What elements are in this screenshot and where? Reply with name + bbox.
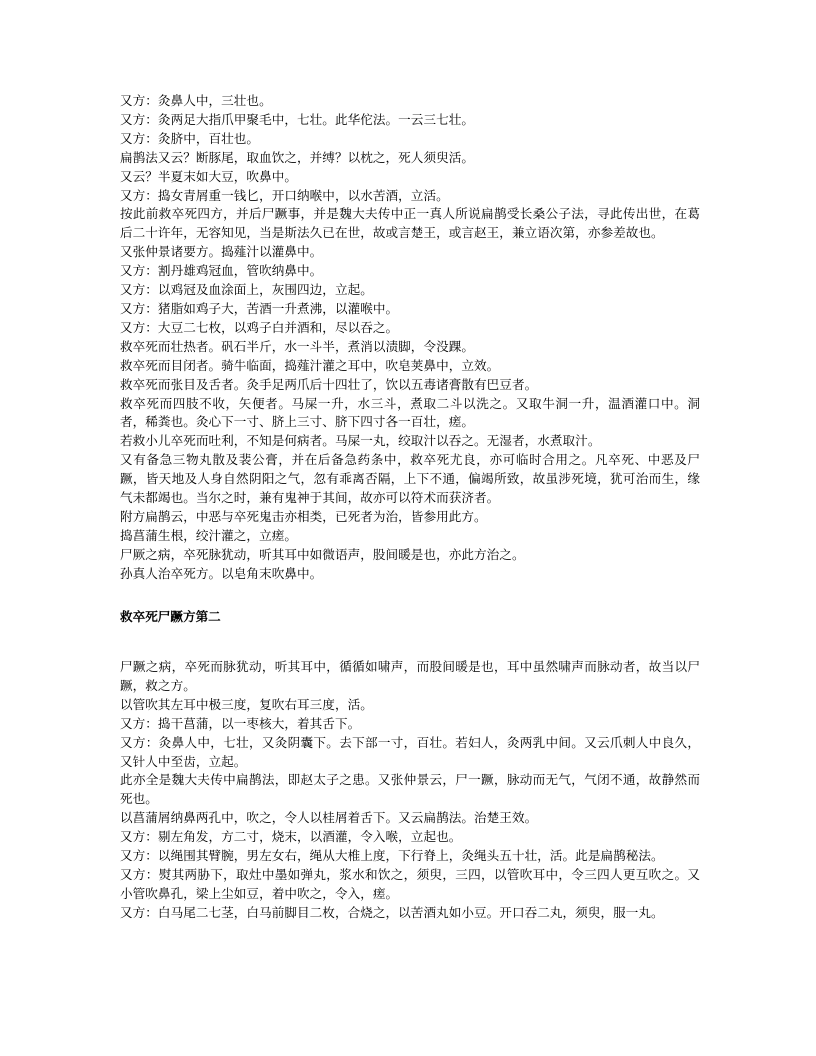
paragraph: 又方：以绳围其臂腕，男左女右，绳从大椎上度，下行脊上，灸绳头五十壮，活。此是扁鹊秘法。: [120, 848, 664, 864]
paragraph: 救卒死而壮热者。矾石半斤，水一斗半，煮消以渍脚，令没踝。: [120, 338, 475, 354]
paragraph: 又张仲景诸要方。捣薤汁以灌鼻中。: [120, 244, 323, 260]
paragraph: 又方：熨其两胁下，取灶中墨如弹丸，浆水和饮之，须臾，三四，以管吹耳中，令三四人更互吹之。又小管吹鼻孔，梁上尘如豆，着中吹之，令入，瘥。: [120, 866, 700, 901]
paragraph: 以管吹其左耳中极三度，复吹右耳三度，活。: [120, 696, 373, 712]
section-1-body: [120, 92, 700, 584]
paragraph: 又方：割丹雄鸡冠血，管吹纳鼻中。: [120, 263, 323, 279]
paragraph: 救卒死而张目及舌者。灸手足两爪后十四壮了，饮以五毒诸膏散有巴豆者。: [120, 376, 538, 392]
paragraph: 附方扁鹊云，中恶与卒死鬼击亦相类，已死者为治，皆参用此方。: [120, 508, 487, 524]
paragraph: 又方：剔左角发，方二寸，烧末，以酒灌，令入喉，立起也。: [120, 829, 462, 845]
paragraph: 救卒死而四肢不收，矢便者。马屎一升，水三斗，煮取二斗以洗之。又取牛洞一升，温酒灌口中。洞者，稀粪也。灸心下一寸、脐上三寸、脐下四寸各一百壮，瘥。: [120, 395, 700, 430]
paragraph: 又方：以鸡冠及血涂面上，灰围四边，立起。: [120, 282, 373, 298]
paragraph: 救卒死而目闭者。骑牛临面，捣薤汁灌之耳中，吹皂荚鼻中，立效。: [120, 357, 500, 373]
paragraph: 又方：猪脂如鸡子大，苦酒一升煮沸，以灌喉中。: [120, 300, 399, 316]
section-heading: 救卒死尸蹶方第二: [120, 609, 221, 624]
paragraph: 扁鹊法又云？断豚尾，取血饮之，并缚？以枕之，死人须臾活。: [120, 149, 475, 165]
paragraph: 捣菖蒲生根，绞汁灌之，立瘥。: [120, 527, 298, 543]
paragraph: 尸蹶之病，卒死而脉犹动，听其耳中，循循如啸声，而股间暖是也，耳中虽然啸声而脉动者，故当以尸蹶，救之方。: [120, 659, 700, 693]
paragraph: 又方：大豆二七枚，以鸡子白并酒和，尽以吞之。: [120, 319, 399, 335]
paragraph: 又方：捣女青屑重一钱匕，开口纳喉中，以水苦酒，立活。: [120, 187, 449, 203]
paragraph: 又方：捣干菖蒲，以一枣核大，着其舌下。: [120, 715, 361, 731]
paragraph: 尸厥之病，卒死脉犹动，听其耳中如微语声，股间暖是也，亦此方治之。: [120, 546, 525, 562]
paragraph: 此亦全是魏大夫传中扁鹊法，即赵太子之患。又张仲景云，尸一蹶，脉动而无气，气闭不通，故静然而死也。: [120, 772, 700, 807]
paragraph: 若救小儿卒死而吐利，不知是何病者。马屎一丸，绞取汁以吞之。无湿者，水煮取汁。: [120, 433, 601, 449]
paragraph: 按此前救卒死四方，并后尸蹶事，并是魏大夫传中正一真人所说扁鹊受长桑公子法，寻此传出世，在葛后二十许年，无容知见，当是斯法久已在世，故或言楚王，或言赵王，兼立语次第，亦参差故也。: [120, 206, 700, 241]
paragraph: 又方：灸脐中，百壮也。: [120, 130, 260, 146]
section-2-body: [120, 658, 700, 923]
paragraph: 又云？半夏末如大豆，吹鼻中。: [120, 168, 298, 184]
paragraph: 又方：灸鼻人中，三壮也。: [120, 93, 272, 108]
paragraph: 又方：白马尾二七茎，白马前脚目二枚，合烧之，以苦酒丸如小豆。开口吞二丸，须臾，服一丸。: [120, 904, 664, 920]
paragraph: 又有备急三物丸散及裴公膏，并在后备急药条中，救卒死尤良，亦可临时合用之。凡卒死、中恶及尸蹶，皆天地及人身自然阴阳之气，忽有乖离否隔，上下不通，偏竭所致，故虽涉死境，犹可治而生，缘气未都竭也。当尔之时，兼有鬼神于其间，故亦可以符术而获济者。: [120, 452, 700, 506]
paragraph: 以菖蒲屑纳鼻两孔中，吹之，令人以桂屑着舌下。又云扁鹊法。治楚王效。: [120, 810, 538, 826]
paragraph: 孙真人治卒死方。以皂角末吹鼻中。: [120, 565, 323, 581]
paragraph: 又方：灸鼻人中，七壮，又灸阴囊下。去下部一寸，百壮。若妇人，灸两乳中间。又云爪刺人中良久，又针人中至齿，立起。: [120, 734, 700, 769]
paragraph: 又方：灸两足大指爪甲聚毛中，七壮。此华佗法。一云三七壮。: [120, 111, 475, 127]
